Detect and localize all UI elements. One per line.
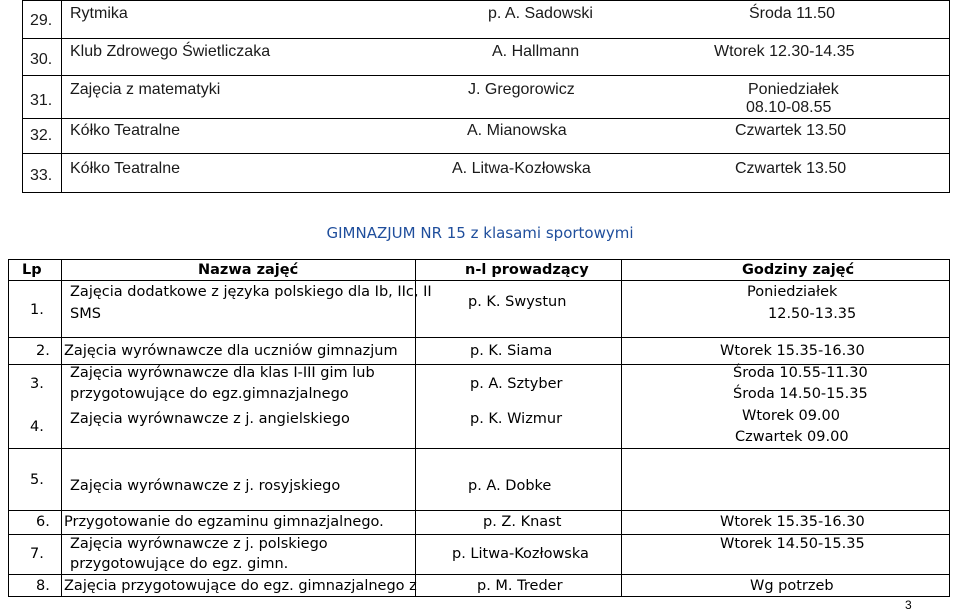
col-divider	[22, 0, 23, 193]
row-divider	[22, 0, 950, 1]
schedule-time: Wg potrzeb	[750, 578, 834, 594]
header-lp: Lp	[22, 262, 42, 278]
teacher-name: p. A. Sztyber	[470, 376, 563, 392]
activity-name: Kółko Teatralne	[70, 122, 180, 139]
row-number: 5.	[30, 472, 44, 488]
activity-name: Zajęcia z matematyki	[70, 81, 221, 98]
schedule-time: Czwartek 13.50	[735, 160, 847, 177]
schedule-time: Wtorek 14.50-15.35	[720, 536, 865, 552]
teacher-name: p. K. Siama	[470, 343, 553, 359]
schedule-day: Poniedziałek	[748, 81, 839, 98]
row-divider	[8, 596, 950, 597]
teacher-name: p. K. Wizmur	[470, 411, 563, 427]
row-divider	[8, 280, 950, 281]
row-number: 6.	[36, 514, 50, 530]
row-number: 32.	[30, 127, 53, 144]
activity-name: Zajęcia dodatkowe z języka polskiego dla Ib, IIc, II	[70, 284, 432, 300]
col-divider	[415, 259, 416, 597]
activity-name: Zajęcia przygotowujące do egz. gimnazjalnego z	[64, 578, 417, 594]
row-number: 7.	[30, 546, 44, 562]
row-number: 2.	[36, 343, 50, 359]
row-number: 4.	[30, 419, 44, 435]
teacher-name: p. Z. Knast	[483, 514, 562, 530]
schedule-time: Wtorek 15.35-16.30	[720, 343, 865, 359]
row-number: 1.	[30, 302, 44, 318]
teacher-name: p. K. Swystun	[468, 294, 567, 310]
schedule-time: Środa 11.50	[749, 5, 835, 22]
schedule-time: 12.50-13.35	[768, 306, 857, 322]
col-divider	[61, 0, 62, 193]
row-number: 29.	[30, 12, 53, 29]
col-divider	[8, 259, 9, 597]
row-divider	[22, 118, 950, 119]
col-divider	[61, 259, 62, 597]
page-number: 3	[905, 598, 912, 612]
activity-name: Klub Zdrowego Świetliczaka	[70, 43, 271, 60]
teacher-name: A. Hallmann	[492, 43, 580, 60]
activity-name: Zajęcia wyrównawcze dla uczniów gimnazjum	[64, 343, 398, 359]
section-heading: GIMNAZJUM NR 15 z klasami sportowymi	[326, 224, 634, 242]
teacher-name: p. A. Sadowski	[488, 5, 593, 22]
col-divider	[949, 259, 950, 597]
row-divider	[8, 574, 950, 575]
teacher-name: p. Litwa-Kozłowska	[452, 546, 589, 562]
schedule-time: Środa 14.50-15.35	[733, 386, 868, 402]
schedule-time: Wtorek 09.00	[742, 408, 840, 424]
row-number: 31.	[30, 92, 53, 109]
teacher-name: J. Gregorowicz	[468, 81, 575, 98]
row-divider	[22, 192, 950, 193]
row-divider	[8, 510, 950, 511]
row-divider	[8, 534, 950, 535]
schedule-time: Czwartek 09.00	[735, 429, 849, 445]
row-divider	[8, 337, 950, 338]
row-divider	[22, 153, 950, 154]
row-number: 8.	[36, 578, 50, 594]
teacher-name: p. A. Dobke	[468, 478, 552, 494]
activity-name-continued: przygotowujące do egz.gimnazjalnego	[70, 386, 349, 402]
teacher-name: A. Mianowska	[467, 122, 567, 139]
activity-name: Rytmika	[70, 5, 128, 22]
row-number: 33.	[30, 167, 53, 184]
row-number: 3.	[30, 376, 44, 392]
activity-name-continued: SMS	[70, 306, 101, 322]
schedule-time: Środa 10.55-11.30	[733, 365, 868, 381]
schedule-time: Wtorek 12.30-14.35	[714, 43, 855, 60]
row-number: 30.	[30, 51, 53, 68]
activity-name: Zajęcia wyrównawcze dla klas I-III gim lub	[70, 365, 375, 381]
teacher-name: p. M. Treder	[477, 578, 563, 594]
teacher-name: A. Litwa-Kozłowska	[452, 160, 591, 177]
activity-name: Zajęcia wyrównawcze z j. angielskiego	[70, 411, 350, 427]
col-divider	[949, 0, 950, 193]
header-name: Nazwa zajęć	[198, 262, 299, 278]
schedule-day: Poniedziałek	[747, 284, 838, 300]
col-divider	[621, 259, 622, 597]
row-divider	[8, 259, 950, 260]
activity-name: Kółko Teatralne	[70, 160, 180, 177]
row-divider	[22, 38, 950, 39]
row-divider	[22, 75, 950, 76]
schedule-time: 08.10-08.55	[746, 99, 832, 116]
schedule-time: Czwartek 13.50	[735, 122, 847, 139]
activity-name: Zajęcia wyrównawcze z j. rosyjskiego	[70, 478, 341, 494]
schedule-time: Wtorek 15.35-16.30	[720, 514, 865, 530]
header-time: Godziny zajęć	[742, 262, 855, 278]
activity-name-continued: przygotowujące do egz. gimn.	[70, 556, 289, 572]
activity-name: Zajęcia wyrównawcze z j. polskiego	[70, 536, 328, 552]
row-divider	[8, 448, 950, 449]
activity-name: Przygotowanie do egzaminu gimnazjalnego.	[64, 514, 384, 530]
header-teacher: n-l prowadzący	[465, 262, 589, 278]
